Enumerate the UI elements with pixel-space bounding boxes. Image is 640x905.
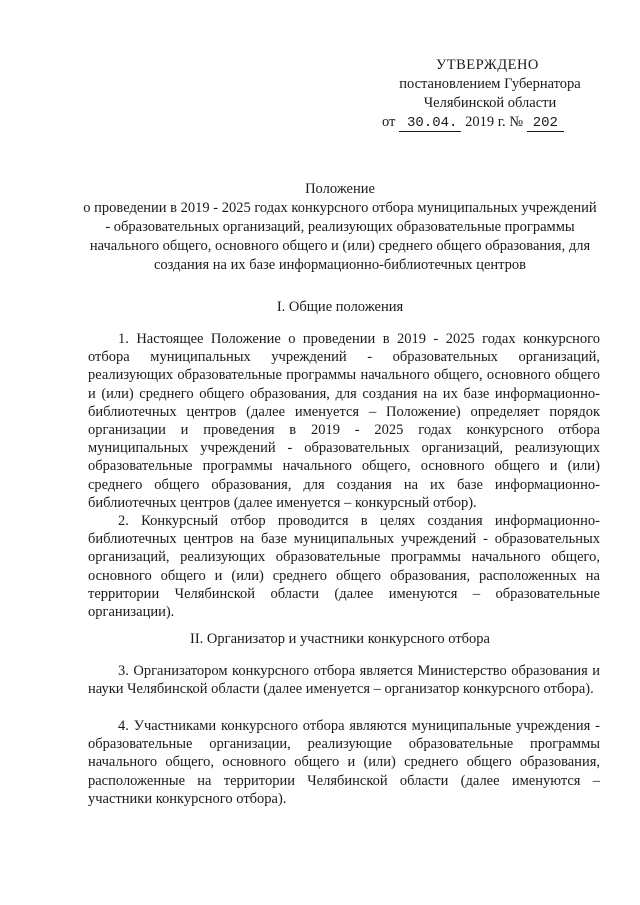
approval-line-1: постановлением Губернатора (399, 76, 581, 92)
section-title-2: II. Организатор и участники конкурсного отбора (190, 631, 490, 647)
approval-date-line (380, 113, 600, 132)
approval-title: УТВЕРЖДЕНО (436, 57, 539, 73)
document-subtitle: о проведении в 2019 - 2025 годах конкурсного отбора муниципальных учреждений - образовательных организаций, реализующих образовательные программы начального общего, основного общего и (или) среднего общего образования, для создания на их базе информационно-библиотечных центров (83, 200, 597, 273)
approval-stamp (380, 56, 600, 132)
document-title: Положение (305, 181, 375, 197)
approval-date-underline (399, 115, 461, 132)
section-title-1: I. Общие положения (276, 299, 404, 315)
approval-year-suffix: 2019 г. № (465, 114, 524, 130)
paragraph-2: 2. Конкурсный отбор проводится в целях создания информационно-библиотечных центров на базе муниципальных учреждений - образовательных организаций, реализующих образовательные программы начального общего, основного общего и (или) среднего общего образования, расположенных на территории Челябинской области (далее именуются – образовательные организации). (88, 513, 600, 621)
approval-line-2: Челябинской области (423, 95, 557, 111)
paragraph-3: 3. Организатором конкурсного отбора является Министерство образования и науки Челябинской области (далее именуется – организатор конкурсного отбора). (88, 663, 600, 698)
approval-number: 202 (532, 115, 558, 131)
paragraph-1: 1. Настоящее Положение о проведении в 2019 - 2025 годах конкурсного отбора муниципальных учреждений - образовательных организаций, реализующих образовательные программы начального общего, основного общего и (или) среднего общего образования, для создания на их базе информационно-библиотечных центров (далее именуется – Положение) определяет порядок организации и проведения в 2019 - 2025 годах конкурсного отбора муниципальных учреждений - образовательных организаций, реализующих образовательные программы начального общего, основного общего и (или) среднего общего образования, для создания на их базе информационно-библиотечных центров (далее именуется – конкурсный отбор). (88, 331, 600, 511)
approval-number-underline (527, 115, 564, 132)
document-heading (80, 180, 600, 275)
approval-date-prefix: от (382, 114, 396, 130)
approval-date-value: 30.04. (407, 115, 458, 131)
paragraph-4: 4. Участниками конкурсного отбора являются муниципальные учреждения - образовательные организации, реализующие образовательные программы начального общего, основного общего и (или) среднего общего образования, расположенные на территории Челябинской области (далее именуются – участники конкурсного отбора). (88, 718, 600, 807)
